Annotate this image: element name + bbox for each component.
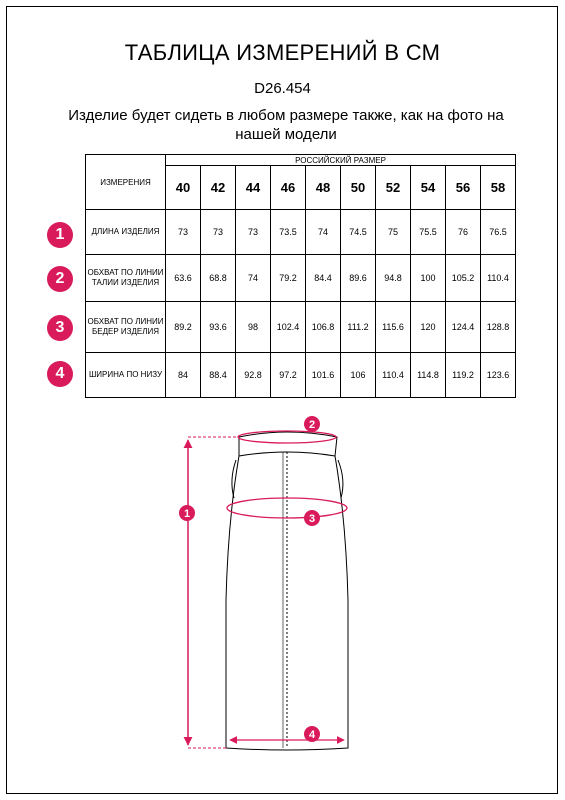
value-cell: 100 [411, 255, 446, 302]
diagram-marker-3-label: 3 [308, 513, 316, 525]
diagram-marker-1-label: 1 [183, 508, 191, 520]
value-cell: 94.8 [376, 255, 411, 302]
value-cell: 124.4 [446, 302, 481, 353]
row-label: ОБХВАТ ПО ЛИНИИ ТАЛИИ ИЗДЕЛИЯ [86, 255, 166, 302]
marker-badge-1: 1 [47, 222, 73, 248]
size-cell: 58 [481, 166, 516, 210]
value-cell: 98 [236, 302, 271, 353]
size-cell: 56 [446, 166, 481, 210]
size-cell: 52 [376, 166, 411, 210]
value-cell: 74 [306, 210, 341, 255]
value-cell: 114.8 [411, 353, 446, 398]
value-cell: 102.4 [271, 302, 306, 353]
value-cell: 105.2 [446, 255, 481, 302]
value-cell: 110.4 [481, 255, 516, 302]
article-code: D26.454 [254, 80, 311, 97]
diagram-marker-3 [304, 510, 320, 526]
value-cell: 73.5 [271, 210, 306, 255]
size-cell: 46 [271, 166, 306, 210]
diagram-marker-2 [304, 416, 320, 432]
size-cell: 50 [341, 166, 376, 210]
value-cell: 123.6 [481, 353, 516, 398]
diagram-marker-4-label: 4 [308, 729, 316, 741]
value-cell: 68.8 [201, 255, 236, 302]
value-cell: 74.5 [341, 210, 376, 255]
value-cell: 115.6 [376, 302, 411, 353]
value-cell: 93.6 [201, 302, 236, 353]
page-title: ТАБЛИЦА ИЗМЕРЕНИЙ В СМ [124, 40, 441, 65]
row-label: ДЛИНА ИЗДЕЛИЯ [86, 210, 166, 255]
value-cell: 89.6 [341, 255, 376, 302]
marker-badge-3: 3 [47, 315, 73, 341]
value-cell: 89.2 [166, 302, 201, 353]
value-cell: 75 [376, 210, 411, 255]
value-cell: 110.4 [376, 353, 411, 398]
size-cell: 54 [411, 166, 446, 210]
size-cell: 40 [166, 166, 201, 210]
value-cell: 76.5 [481, 210, 516, 255]
value-cell: 88.4 [201, 353, 236, 398]
size-header: РОССИЙСКИЙ РАЗМЕР [166, 155, 516, 166]
value-cell: 63.6 [166, 255, 201, 302]
value-cell: 74 [236, 255, 271, 302]
value-cell: 106.8 [306, 302, 341, 353]
value-cell: 84.4 [306, 255, 341, 302]
diagram-marker-4 [304, 726, 320, 742]
value-cell: 76 [446, 210, 481, 255]
skirt-outline [226, 432, 348, 750]
value-cell: 73 [166, 210, 201, 255]
diagram-marker-2-label: 2 [308, 419, 316, 431]
fit-note: Изделие будет сидеть в любом размере также, как на фото на нашей модели [68, 107, 504, 143]
value-cell: 101.6 [306, 353, 341, 398]
marker-badge-2: 2 [47, 266, 73, 292]
value-cell: 97.2 [271, 353, 306, 398]
row-label: ОБХВАТ ПО ЛИНИИ БЕДЕР ИЗДЕЛИЯ [86, 302, 166, 353]
value-cell: 73 [236, 210, 271, 255]
diagram-marker-1 [179, 505, 195, 521]
value-cell: 79.2 [271, 255, 306, 302]
value-cell: 75.5 [411, 210, 446, 255]
marker-badge-4: 4 [47, 361, 73, 387]
size-cell: 48 [306, 166, 341, 210]
value-cell: 120 [411, 302, 446, 353]
measure-header: ИЗМЕРЕНИЯ [86, 155, 166, 210]
value-cell: 128.8 [481, 302, 516, 353]
size-cell: 42 [201, 166, 236, 210]
value-cell: 119.2 [446, 353, 481, 398]
value-cell: 84 [166, 353, 201, 398]
value-cell: 111.2 [341, 302, 376, 353]
row-label: ШИРИНА ПО НИЗУ [86, 353, 166, 398]
value-cell: 92.8 [236, 353, 271, 398]
size-cell: 44 [236, 166, 271, 210]
value-cell: 106 [341, 353, 376, 398]
value-cell: 73 [201, 210, 236, 255]
